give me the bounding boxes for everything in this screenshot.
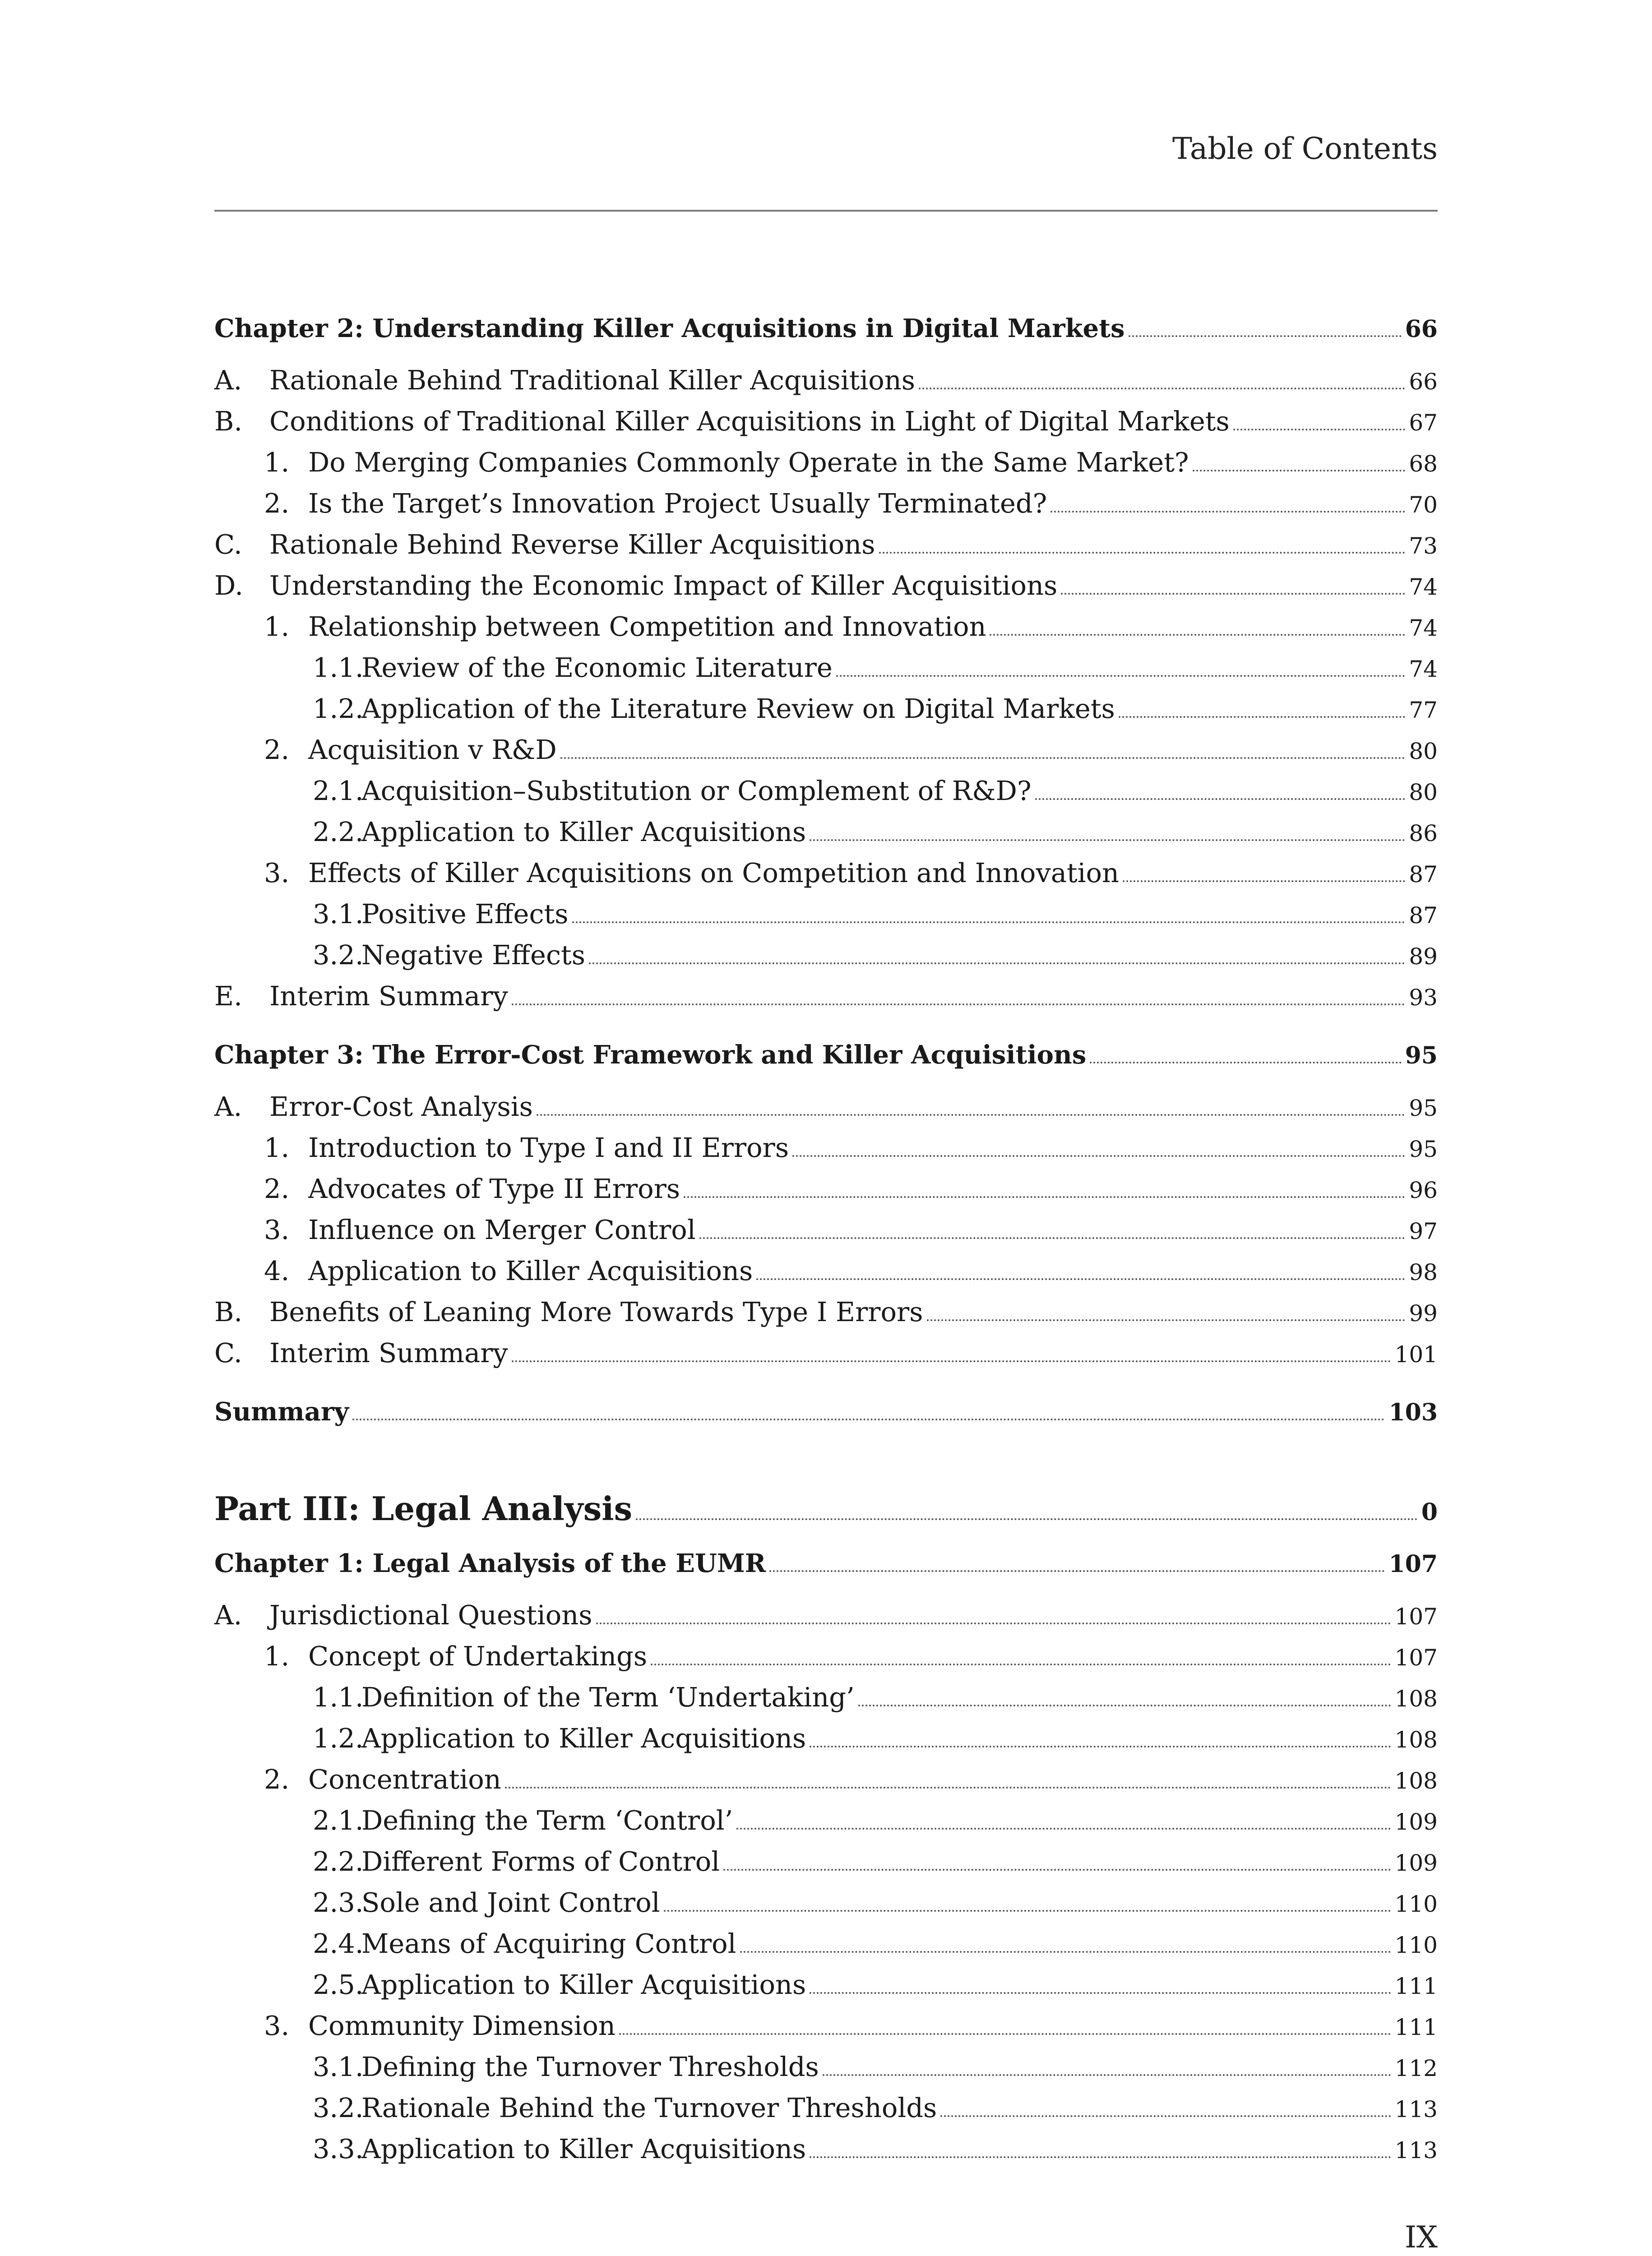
dot-leader xyxy=(810,1992,1391,1994)
toc-number: 3. xyxy=(264,1214,290,1245)
toc-page: 74 xyxy=(1409,615,1438,641)
toc-entry[interactable] xyxy=(214,1965,1438,2006)
toc-title: Application to Killer Acquisitions xyxy=(361,816,806,847)
toc-page: 87 xyxy=(1409,902,1438,929)
toc-entry[interactable] xyxy=(214,812,1438,853)
table-of-contents xyxy=(214,309,1438,2170)
toc-entry[interactable] xyxy=(214,1637,1438,1678)
toc-number: C. xyxy=(214,1337,242,1368)
toc-entry[interactable] xyxy=(214,648,1438,689)
dot-leader xyxy=(740,1951,1391,1953)
toc-title: Is the Target’s Innovation Project Usually Terminated? xyxy=(308,488,1047,519)
toc-number: 2.3. xyxy=(313,1887,364,1918)
toc-number: E. xyxy=(214,980,242,1012)
dot-leader xyxy=(619,2033,1391,2035)
toc-chapter-2[interactable] xyxy=(214,309,1438,349)
toc-page: 103 xyxy=(1388,1399,1438,1426)
running-header: Table of Contents xyxy=(1172,131,1438,166)
toc-page: 99 xyxy=(1409,1300,1438,1327)
toc-number: 2. xyxy=(264,1173,290,1204)
toc-page: 109 xyxy=(1394,1850,1438,1876)
toc-title: Review of the Economic Literature xyxy=(361,652,833,683)
dot-leader xyxy=(589,962,1405,964)
dot-leader xyxy=(823,2074,1391,2076)
dot-leader xyxy=(810,839,1405,841)
toc-number: 3.1. xyxy=(313,898,364,929)
toc-title: Acquisition–Substitution or Complement of R&D? xyxy=(361,775,1032,806)
toc-title: Interim Summary xyxy=(269,1337,508,1368)
dot-leader xyxy=(560,757,1406,759)
toc-number: C. xyxy=(214,529,242,560)
toc-page: 97 xyxy=(1409,1218,1438,1244)
toc-entry[interactable] xyxy=(214,1087,1438,1128)
toc-title: Conditions of Traditional Killer Acquisitions in Light of Digital Markets xyxy=(269,406,1230,437)
dot-leader xyxy=(1035,798,1406,800)
toc-chapter-3[interactable] xyxy=(214,1036,1438,1075)
toc-title: Rationale Behind Traditional Killer Acquisitions xyxy=(269,365,916,396)
toc-title: Positive Effects xyxy=(361,898,569,929)
toc-title: Rationale Behind Reverse Killer Acquisitions xyxy=(269,529,875,560)
dot-leader xyxy=(664,1910,1391,1912)
toc-page: 96 xyxy=(1409,1177,1438,1203)
toc-number: 1. xyxy=(264,447,290,478)
toc-page: 109 xyxy=(1394,1809,1438,1835)
toc-title: Community Dimension xyxy=(308,2010,615,2041)
toc-title: Defining the Turnover Thresholds xyxy=(361,2051,819,2082)
toc-number: 1.1. xyxy=(313,652,364,683)
toc-title: Introduction to Type I and II Errors xyxy=(308,1132,789,1163)
toc-title: Relationship between Competition and Innovation xyxy=(308,611,986,642)
dot-leader xyxy=(1090,1062,1401,1063)
toc-number: 1.2. xyxy=(313,1723,364,1754)
toc-entry[interactable] xyxy=(214,1760,1438,1801)
toc-number: 2.1. xyxy=(313,1805,364,1836)
toc-number: 3.1. xyxy=(313,2051,364,2082)
toc-number: B. xyxy=(214,406,243,437)
toc-number: A. xyxy=(214,1600,242,1631)
toc-title: Application to Killer Acquisitions xyxy=(361,1969,806,2000)
dot-leader xyxy=(1061,593,1405,595)
toc-page: 74 xyxy=(1409,574,1438,600)
toc-entry[interactable] xyxy=(214,1678,1438,1719)
toc-entry[interactable] xyxy=(214,935,1438,976)
toc-entry[interactable] xyxy=(214,2006,1438,2047)
toc-title: Error-Cost Analysis xyxy=(269,1091,533,1122)
page-number: IX xyxy=(1404,2220,1438,2255)
toc-entry[interactable] xyxy=(214,1128,1438,1169)
toc-page: 95 xyxy=(1409,1095,1438,1121)
toc-number: 2.2. xyxy=(313,816,364,847)
toc-title: Chapter 2: Understanding Killer Acquisitions in Digital Markets xyxy=(214,314,1125,343)
toc-number: 3.3. xyxy=(313,2133,364,2164)
dot-leader xyxy=(1123,880,1405,882)
toc-title: Advocates of Type II Errors xyxy=(308,1173,680,1204)
toc-number: 2. xyxy=(264,1764,290,1795)
toc-page: 87 xyxy=(1409,861,1438,888)
toc-entry[interactable] xyxy=(214,1210,1438,1251)
dot-leader xyxy=(736,1828,1391,1830)
toc-title: Application of the Literature Review on Digital Markets xyxy=(361,693,1115,724)
dot-leader xyxy=(651,1664,1391,1665)
toc-entry[interactable] xyxy=(214,566,1438,607)
toc-number: 1. xyxy=(264,1641,290,1672)
toc-title: Negative Effects xyxy=(361,939,585,971)
dot-leader xyxy=(927,1319,1406,1321)
dot-leader xyxy=(858,1705,1391,1706)
toc-title: Rationale Behind the Turnover Thresholds xyxy=(361,2092,937,2123)
toc-number: 3.2. xyxy=(313,939,364,971)
toc-entry[interactable] xyxy=(214,1842,1438,1883)
dot-leader xyxy=(699,1237,1406,1239)
dot-leader xyxy=(836,675,1406,677)
dot-leader xyxy=(1193,470,1406,472)
dot-leader xyxy=(512,1003,1406,1005)
toc-title: Means of Acquiring Control xyxy=(361,1928,736,1959)
toc-entry[interactable] xyxy=(214,1333,1438,1374)
toc-entry[interactable] xyxy=(214,402,1438,443)
toc-title: Application to Killer Acquisitions xyxy=(361,1723,806,1754)
dot-leader xyxy=(792,1155,1405,1157)
toc-title: Definition of the Term ‘Undertaking’ xyxy=(361,1682,855,1713)
toc-entry[interactable] xyxy=(214,1801,1438,1842)
toc-title: Concentration xyxy=(308,1764,501,1795)
toc-number: 2.5. xyxy=(313,1969,364,2000)
toc-summary[interactable] xyxy=(214,1392,1438,1432)
dot-leader xyxy=(1119,716,1406,718)
toc-entry[interactable] xyxy=(214,2129,1438,2170)
toc-number: 1.1. xyxy=(313,1682,364,1713)
dot-leader xyxy=(879,552,1406,554)
toc-title: Chapter 3: The Error-Cost Framework and Killer Acquisitions xyxy=(214,1040,1087,1070)
toc-entry[interactable] xyxy=(214,976,1438,1017)
dot-leader xyxy=(352,1419,1385,1420)
toc-page: 86 xyxy=(1409,820,1438,846)
toc-number: 3. xyxy=(264,857,290,888)
dot-leader xyxy=(756,1278,1405,1280)
toc-entry[interactable] xyxy=(214,1924,1438,1965)
toc-entry[interactable] xyxy=(214,894,1438,935)
toc-number: 1. xyxy=(264,611,290,642)
dot-leader xyxy=(940,2115,1391,2117)
toc-number: 1. xyxy=(264,1132,290,1163)
dot-leader xyxy=(769,1570,1385,1572)
toc-page: 95 xyxy=(1409,1136,1438,1162)
toc-page: 111 xyxy=(1394,2014,1438,2040)
toc-title: Summary xyxy=(214,1397,349,1427)
dot-leader xyxy=(1129,335,1402,337)
toc-page: 101 xyxy=(1394,1341,1438,1368)
toc-number: 1.2. xyxy=(313,693,364,724)
toc-entry[interactable] xyxy=(214,525,1438,566)
dot-leader xyxy=(505,1787,1391,1789)
toc-title: Do Merging Companies Commonly Operate in the Same Market? xyxy=(308,447,1189,478)
toc-number: 3. xyxy=(264,2010,290,2041)
toc-number: 2.4. xyxy=(313,1928,364,1959)
toc-title: Part III: Legal Analysis xyxy=(214,1489,633,1528)
toc-entry[interactable] xyxy=(214,1292,1438,1333)
toc-entry[interactable] xyxy=(214,1169,1438,1210)
dot-leader xyxy=(572,921,1406,923)
toc-part3-chapter-1[interactable] xyxy=(214,1544,1438,1584)
toc-page: 0 xyxy=(1421,1498,1438,1526)
toc-page: 108 xyxy=(1394,1727,1438,1753)
toc-page: 74 xyxy=(1409,656,1438,682)
toc-page: 107 xyxy=(1388,1550,1438,1578)
toc-page: 112 xyxy=(1394,2055,1438,2081)
toc-page: 98 xyxy=(1409,1259,1438,1285)
toc-title: Jurisdictional Questions xyxy=(269,1600,592,1631)
toc-page: 70 xyxy=(1409,492,1438,518)
dot-leader xyxy=(990,634,1405,636)
toc-entry[interactable] xyxy=(214,730,1438,771)
toc-page: 89 xyxy=(1409,943,1438,970)
dot-leader xyxy=(596,1623,1391,1624)
toc-page: 66 xyxy=(1405,315,1438,343)
toc-title: Acquisition v R&D xyxy=(308,734,557,765)
header-rule xyxy=(214,210,1438,212)
toc-page: 111 xyxy=(1394,1973,1438,1999)
toc-page: 66 xyxy=(1409,369,1438,395)
toc-number: A. xyxy=(214,365,242,396)
toc-number: 3.2. xyxy=(313,2092,364,2123)
toc-number: 2. xyxy=(264,734,290,765)
toc-title: Chapter 1: Legal Analysis of the EUMR xyxy=(214,1549,766,1578)
toc-entry[interactable] xyxy=(214,361,1438,402)
toc-title: Concept of Undertakings xyxy=(308,1641,648,1672)
toc-number: 4. xyxy=(264,1255,290,1286)
toc-entry[interactable] xyxy=(214,607,1438,648)
toc-page: 108 xyxy=(1394,1768,1438,1794)
dot-leader xyxy=(512,1360,1391,1362)
toc-title: Benefits of Leaning More Towards Type I Errors xyxy=(269,1296,923,1327)
dot-leader xyxy=(537,1114,1405,1116)
toc-page: 108 xyxy=(1394,1686,1438,1712)
toc-page: 110 xyxy=(1394,1932,1438,1958)
toc-entry[interactable] xyxy=(214,853,1438,894)
toc-page: 113 xyxy=(1394,2137,1438,2164)
toc-page: 77 xyxy=(1409,697,1438,723)
toc-entry[interactable] xyxy=(214,2088,1438,2129)
toc-page: 67 xyxy=(1409,410,1438,436)
toc-title: Application to Killer Acquisitions xyxy=(361,2133,806,2164)
toc-entry[interactable] xyxy=(214,1883,1438,1924)
dot-leader xyxy=(1233,429,1406,430)
toc-title: Influence on Merger Control xyxy=(308,1214,696,1245)
toc-entry[interactable] xyxy=(214,771,1438,812)
toc-page: 113 xyxy=(1394,2096,1438,2122)
toc-entry[interactable] xyxy=(214,2047,1438,2088)
toc-title: Sole and Joint Control xyxy=(361,1887,660,1918)
dot-leader xyxy=(919,388,1405,389)
toc-entry[interactable] xyxy=(214,443,1438,484)
toc-title: Application to Killer Acquisitions xyxy=(308,1255,753,1286)
toc-number: 2.2. xyxy=(313,1846,364,1877)
toc-number: 2.1. xyxy=(313,775,364,806)
toc-page: 107 xyxy=(1394,1604,1438,1630)
toc-number: 2. xyxy=(264,488,290,519)
toc-title: Understanding the Economic Impact of Killer Acquisitions xyxy=(269,570,1058,601)
toc-page: 80 xyxy=(1409,779,1438,805)
toc-title: Defining the Term ‘Control’ xyxy=(361,1805,733,1836)
toc-page: 80 xyxy=(1409,738,1438,764)
dot-leader xyxy=(684,1196,1405,1198)
toc-title: Effects of Killer Acquisitions on Competition and Innovation xyxy=(308,857,1120,888)
toc-part-3[interactable] xyxy=(214,1486,1438,1535)
dot-leader xyxy=(723,1869,1391,1871)
toc-entry[interactable] xyxy=(214,689,1438,730)
toc-number: A. xyxy=(214,1091,242,1122)
toc-entry[interactable] xyxy=(214,1719,1438,1760)
toc-number: B. xyxy=(214,1296,243,1327)
toc-page: 110 xyxy=(1394,1891,1438,1917)
toc-page: 68 xyxy=(1409,451,1438,477)
toc-number: D. xyxy=(214,570,243,601)
toc-page: 95 xyxy=(1405,1042,1438,1069)
dot-leader xyxy=(810,1746,1391,1747)
toc-entry[interactable] xyxy=(214,1595,1438,1637)
toc-page: 93 xyxy=(1409,985,1438,1011)
dot-leader xyxy=(636,1518,1418,1520)
toc-page: 107 xyxy=(1394,1645,1438,1671)
dot-leader xyxy=(1050,511,1405,513)
toc-title: Interim Summary xyxy=(269,980,508,1012)
dot-leader xyxy=(810,2156,1391,2158)
toc-entry[interactable] xyxy=(214,484,1438,525)
toc-page: 73 xyxy=(1409,533,1438,559)
toc-entry[interactable] xyxy=(214,1251,1438,1292)
toc-title: Different Forms of Control xyxy=(361,1846,720,1877)
